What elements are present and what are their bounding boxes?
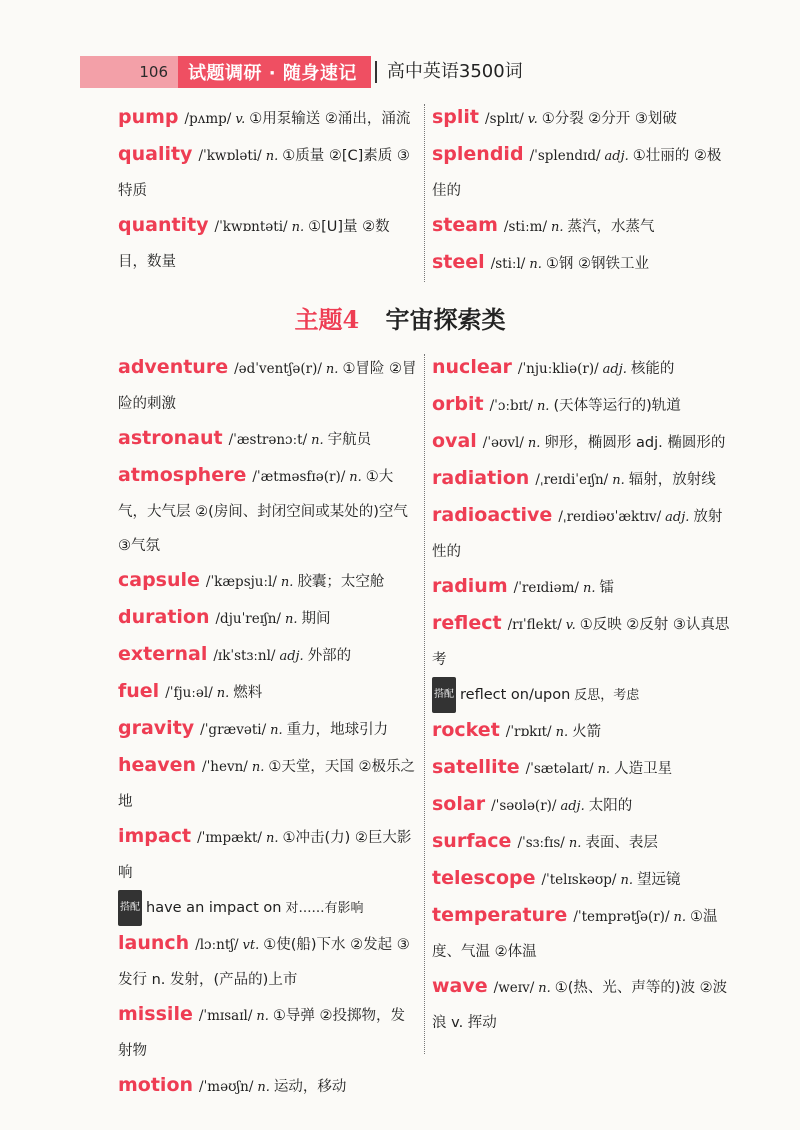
phonetic: /ˈmɪsaɪl/ <box>198 1008 253 1024</box>
part-of-speech: n. <box>620 873 633 888</box>
phonetic: /ˈætməsfɪə(r)/ <box>252 469 346 485</box>
headword: launch <box>118 932 190 954</box>
phonetic: /ˈsəʊlə(r)/ <box>491 798 557 814</box>
headword: orbit <box>432 393 484 415</box>
collocation-tag: 搭配 <box>432 677 456 713</box>
headword: quality <box>118 143 193 165</box>
phonetic: /lɔːntʃ/ <box>195 937 239 953</box>
phonetic: /ˈrɒkɪt/ <box>505 724 552 740</box>
part-of-speech: n. <box>291 220 305 235</box>
vocab-entry <box>118 1068 418 1105</box>
definition: ①使(船)下水 ②发起 ③发行 n. 发射，(产品的)上市 <box>118 937 410 988</box>
part-of-speech: adj. <box>560 799 585 814</box>
vocab-entry <box>432 387 732 424</box>
headword: oval <box>432 430 477 452</box>
definition: ①(热、光、声等的)波 ②波浪 v. 挥动 <box>432 980 728 1031</box>
definition: 卵形，椭圆形 adj. 椭圆形的 <box>544 435 726 451</box>
vocab-entry <box>432 861 732 898</box>
headword: fuel <box>118 680 160 702</box>
book-title: 高中英语3500词 <box>375 61 523 83</box>
vocab-entry <box>432 461 732 498</box>
definition: 表面、表层 <box>585 835 658 851</box>
part-of-speech: n. <box>538 981 551 996</box>
headword: motion <box>118 1074 194 1096</box>
definition: ①壮丽的 ②极佳的 <box>432 148 722 199</box>
definition: ①钢 ②钢铁工业 <box>545 256 649 272</box>
headword: radiation <box>432 467 530 489</box>
headword: nuclear <box>432 356 512 378</box>
headword: splendid <box>432 143 524 165</box>
definition: 重力，地球引力 <box>286 722 389 738</box>
section-title <box>0 300 800 335</box>
vocab-entry <box>118 711 418 748</box>
phonetic: /ˌreɪdiəʊˈæktɪv/ <box>558 509 662 525</box>
definition: 辐射，放射线 <box>628 472 716 488</box>
phonetic: /ˈməʊʃn/ <box>199 1079 254 1095</box>
vocab-entry <box>118 350 418 421</box>
definition: 外部的 <box>307 648 352 664</box>
phonetic: /ˈfjuːəl/ <box>165 685 213 701</box>
definition: ①导弹 ②投掷物，发射物 <box>118 1008 406 1059</box>
headword: gravity <box>118 717 195 739</box>
vocab-entry <box>118 100 418 137</box>
vocab-entry <box>432 787 732 824</box>
part-of-speech: adj. <box>604 149 629 164</box>
headword: wave <box>432 975 488 997</box>
series-title: 试题调研 · 随身速记 <box>178 56 371 88</box>
column-divider-main <box>424 354 425 1054</box>
section-number: 主题4 <box>294 305 360 334</box>
left-column <box>118 350 418 1105</box>
vocab-entry <box>118 600 418 637</box>
page-number: 106 <box>80 56 178 88</box>
phonetic: /ˈnjuːkliə(r)/ <box>517 361 599 377</box>
phonetic: /djuˈreɪʃn/ <box>215 611 281 627</box>
part-of-speech: n. <box>325 362 339 377</box>
phonetic: /rɪˈflekt/ <box>507 617 562 633</box>
part-of-speech: n. <box>597 762 611 777</box>
vocab-entry <box>118 458 418 563</box>
phonetic: /ˈæstrənɔːt/ <box>228 432 308 448</box>
vocab-entry <box>432 713 732 750</box>
definition: 宇航员 <box>327 432 372 448</box>
definition: 放射性的 <box>432 509 723 560</box>
collocation <box>432 677 732 713</box>
phonetic: /ˈsplendɪd/ <box>529 148 601 164</box>
collocation <box>118 890 418 926</box>
phonetic: /ˈhevn/ <box>202 759 248 775</box>
headword: external <box>118 643 208 665</box>
headword: heaven <box>118 754 197 776</box>
definition: 蒸汽，水蒸气 <box>567 219 655 235</box>
definition: ①天堂，天国 ②极乐之地 <box>118 759 415 810</box>
definition: 人造卫星 <box>614 761 673 777</box>
headword: solar <box>432 793 486 815</box>
vocab-entry <box>432 350 732 387</box>
part-of-speech: n. <box>551 220 564 235</box>
headword: split <box>432 106 480 128</box>
definition: ①温度、气温 ②体温 <box>432 909 718 960</box>
part-of-speech: n. <box>673 910 687 925</box>
definition: ①质量 ②[C]素质 ③特质 <box>118 148 410 199</box>
part-of-speech: adj. <box>602 362 627 377</box>
part-of-speech: n. <box>612 473 625 488</box>
phonetic: /ˈəʊvl/ <box>482 435 524 451</box>
part-of-speech: n. <box>349 470 362 485</box>
page-header <box>80 56 523 88</box>
headword: missile <box>118 1003 193 1025</box>
phonetic: /weɪv/ <box>493 980 535 996</box>
definition: 胶囊；太空舱 <box>297 574 385 590</box>
phonetic: /ədˈventʃə(r)/ <box>234 361 322 377</box>
headword: atmosphere <box>118 464 247 486</box>
vocab-entry <box>118 674 418 711</box>
vocab-entry <box>118 637 418 674</box>
collocation-english: have an impact on <box>146 900 282 916</box>
part-of-speech: n. <box>555 725 569 740</box>
definition: ①冒险 ②冒险的刺激 <box>118 361 417 412</box>
definition: 镭 <box>599 580 614 596</box>
phonetic: /stiːl/ <box>490 256 526 272</box>
part-of-speech: adj. <box>665 510 690 525</box>
phonetic: /ˈtemprətʃə(r)/ <box>573 909 670 925</box>
collocation-chinese: 反思，考虑 <box>574 688 640 703</box>
part-of-speech: v. <box>565 618 576 633</box>
definition: ①用泵输送 ②涌出，涌流 <box>249 111 411 127</box>
definition: ①反映 ②反射 ③认真思考 <box>432 617 730 668</box>
vocab-entry <box>118 208 418 279</box>
section-name: 宇宙探索类 <box>385 305 506 334</box>
phonetic: /ˈreɪdiəm/ <box>513 580 579 596</box>
vocab-entry <box>432 100 732 137</box>
headword: temperature <box>432 904 568 926</box>
vocab-entry <box>432 424 732 461</box>
part-of-speech: n. <box>257 1080 270 1095</box>
phonetic: /stiːm/ <box>503 219 548 235</box>
column-divider-top <box>424 104 425 282</box>
part-of-speech: n. <box>280 575 294 590</box>
collocation-tag: 搭配 <box>118 890 142 926</box>
definition: 期间 <box>301 611 331 627</box>
top-right-column <box>432 100 732 282</box>
part-of-speech: n. <box>527 436 541 451</box>
definition: ①冲击(力) ②巨大影响 <box>118 830 412 881</box>
headword: steam <box>432 214 498 236</box>
part-of-speech: n. <box>216 686 230 701</box>
phonetic: /ˈɪmpækt/ <box>197 830 262 846</box>
part-of-speech: n. <box>265 149 279 164</box>
headword: telescope <box>432 867 536 889</box>
part-of-speech: n. <box>536 399 550 414</box>
phonetic: /ɪkˈstɜːnl/ <box>213 648 276 664</box>
headword: satellite <box>432 756 520 778</box>
headword: quantity <box>118 214 209 236</box>
right-column <box>432 350 732 1040</box>
part-of-speech: n. <box>251 760 265 775</box>
part-of-speech: n. <box>568 836 582 851</box>
definition: ①大气，大气层 ②(房间、封闭空间或某处的)空气 ③气氛 <box>118 469 408 554</box>
definition: 核能的 <box>630 361 675 377</box>
vocab-entry <box>118 748 418 819</box>
headword: reflect <box>432 612 502 634</box>
part-of-speech: v. <box>527 112 538 127</box>
headword: radioactive <box>432 504 553 526</box>
phonetic: /splɪt/ <box>485 111 524 127</box>
top-left-column <box>118 100 418 279</box>
headword: capsule <box>118 569 200 591</box>
headword: astronaut <box>118 427 223 449</box>
part-of-speech: adj. <box>279 649 304 664</box>
headword: duration <box>118 606 210 628</box>
vocab-entry <box>432 208 732 245</box>
vocab-entry <box>118 819 418 890</box>
part-of-speech: n. <box>284 612 298 627</box>
phonetic: /ˌreɪdiˈeɪʃn/ <box>535 472 609 488</box>
part-of-speech: v. <box>235 112 246 127</box>
definition: 运动，移动 <box>273 1079 347 1095</box>
headword: adventure <box>118 356 229 378</box>
headword: impact <box>118 825 192 847</box>
definition: 望远镜 <box>636 872 681 888</box>
headword: surface <box>432 830 512 852</box>
headword: pump <box>118 106 179 128</box>
part-of-speech: n. <box>265 831 279 846</box>
part-of-speech: n. <box>311 433 324 448</box>
part-of-speech: vt. <box>242 938 260 953</box>
phonetic: /ˈkwɒləti/ <box>198 148 262 164</box>
vocab-entry <box>118 421 418 458</box>
definition: ①[U]量 ②数目，数量 <box>118 219 390 270</box>
collocation-chinese: 对……有影响 <box>285 901 364 916</box>
vocab-entry <box>118 137 418 208</box>
phonetic: /ˈkæpsjuːl/ <box>205 574 277 590</box>
definition: 燃料 <box>233 685 263 701</box>
vocab-entry <box>432 898 732 969</box>
phonetic: /ˈɔːbɪt/ <box>489 398 533 414</box>
part-of-speech: n. <box>582 581 596 596</box>
phonetic: /pʌmp/ <box>184 111 232 127</box>
definition: (天体等运行的)轨道 <box>553 398 681 414</box>
vocab-entry <box>432 137 732 208</box>
headword: radium <box>432 575 508 597</box>
vocab-entry <box>432 750 732 787</box>
definition: 火箭 <box>572 724 602 740</box>
phonetic: /ˈsætəlaɪt/ <box>525 761 594 777</box>
part-of-speech: n. <box>529 257 542 272</box>
collocation-english: reflect on/upon <box>460 687 571 703</box>
vocab-entry <box>432 824 732 861</box>
part-of-speech: n. <box>256 1009 269 1024</box>
part-of-speech: n. <box>270 723 283 738</box>
phonetic: /ˈsɜːfɪs/ <box>517 835 565 851</box>
vocab-entry <box>118 926 418 997</box>
phonetic: /ˈgrævəti/ <box>200 722 267 738</box>
definition: ①分裂 ②分开 ③划破 <box>541 111 677 127</box>
headword: steel <box>432 251 485 273</box>
phonetic: /ˈtelɪskəʊp/ <box>541 872 617 888</box>
vocab-entry <box>118 997 418 1068</box>
vocab-entry <box>432 569 732 606</box>
vocab-entry <box>118 563 418 600</box>
phonetic: /ˈkwɒntəti/ <box>214 219 288 235</box>
vocab-entry <box>432 606 732 677</box>
vocab-entry <box>432 245 732 282</box>
vocab-entry <box>432 498 732 569</box>
vocab-entry <box>432 969 732 1040</box>
headword: rocket <box>432 719 500 741</box>
definition: 太阳的 <box>588 798 633 814</box>
